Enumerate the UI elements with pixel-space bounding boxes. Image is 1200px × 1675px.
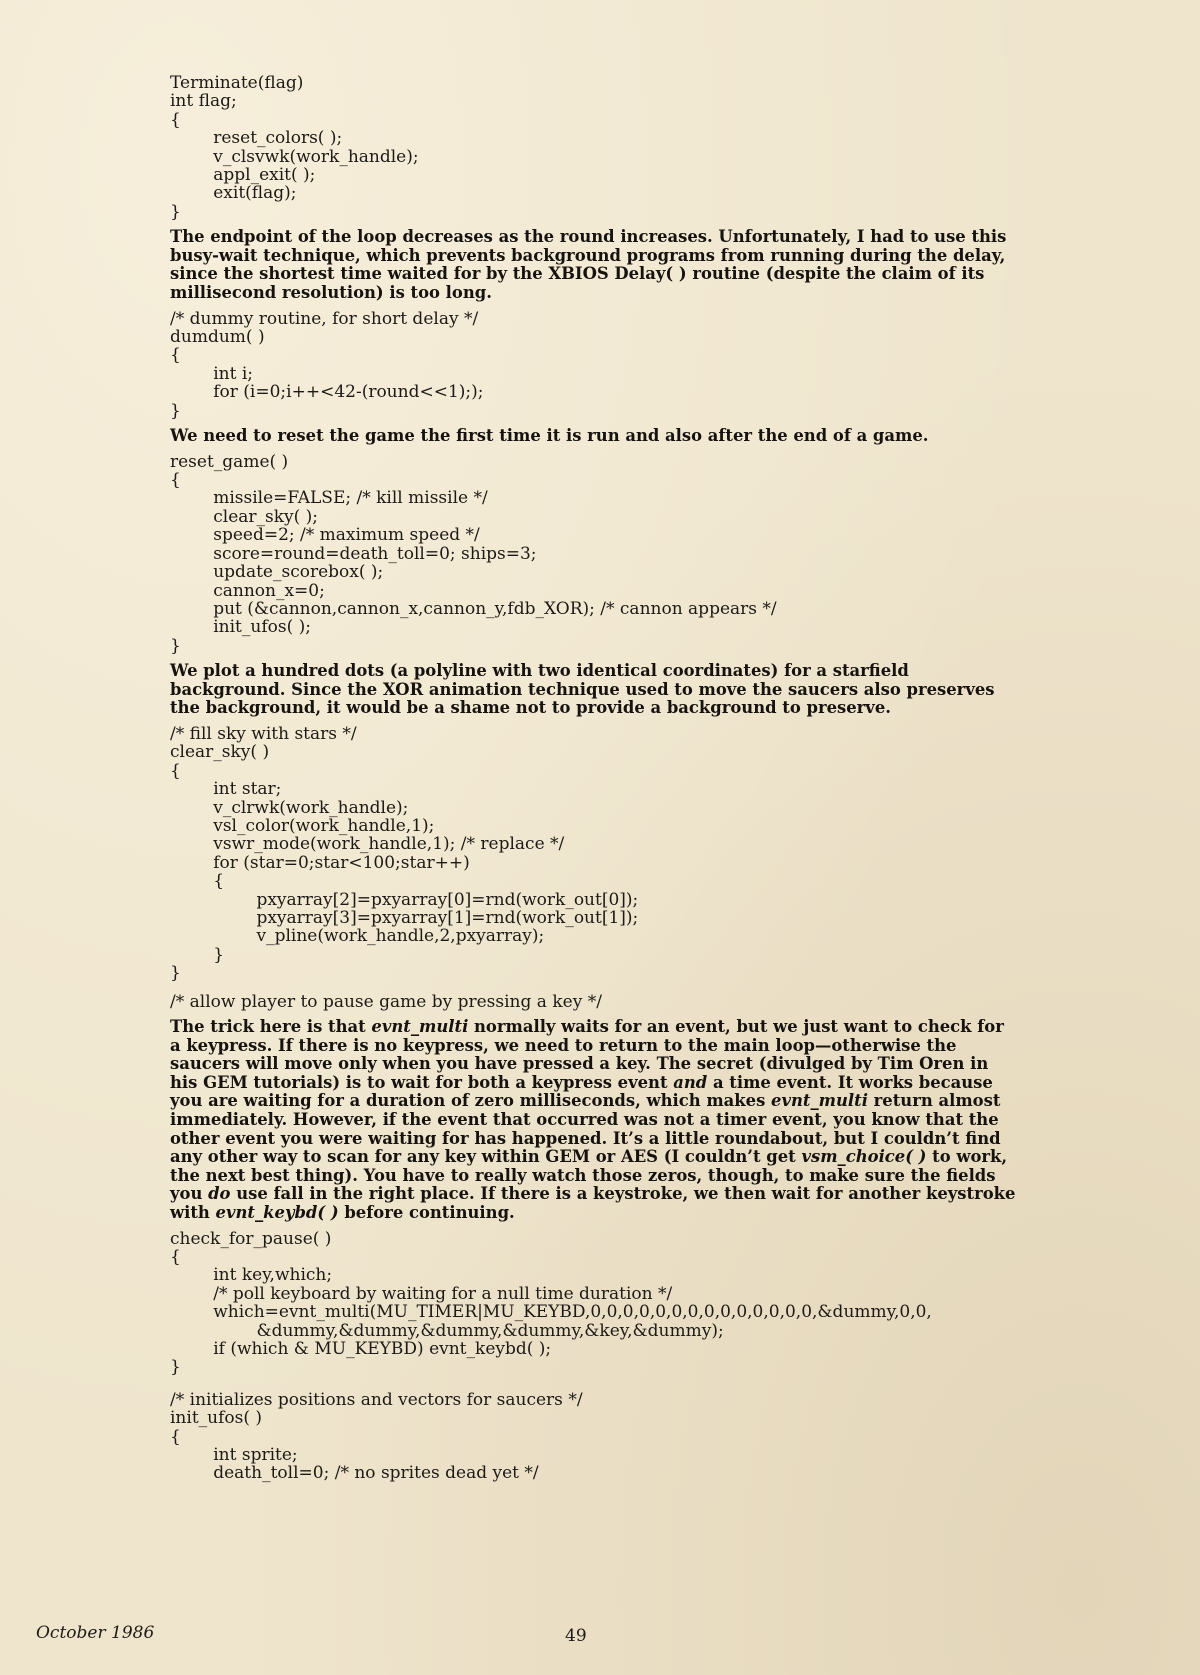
paragraph-reset-game: We need to reset the game the first time it is run and also after the end of a game.	[170, 426, 929, 446]
text-run: normally waits for an event, but we just want to check for a keypress. If there is no keypress, we need to return to the main loop—otherwise the saucers will move only when you have pressed a key. The secret (divulged by Tim Oren in his GEM tutorials) is to wait for both a keypress event	[170, 1017, 1004, 1092]
code-block-terminate: Terminate(flag) int flag; { reset_colors( ); v_clsvwk(work_handle); appl_exit( ); exit(flag); }	[170, 73, 419, 222]
paragraph-starfield: We plot a hundred dots (a polyline with two identical coordinates) for a starfield background. Since the XOR animation technique used to move the saucers also preserves the background, it would be a shame not to provide a background to preserve.	[170, 661, 995, 718]
italic-term: evnt_keybd( )	[215, 1202, 339, 1222]
code-block-reset-game: reset_game( ) { missile=FALSE; /* kill missile */ clear_sky( ); speed=2; /* maximum speed */ score=round=death_toll=0; ships=3; update_scorebox( ); cannon_x=0; put (&cannon,cannon_x,cannon_y,fdb_XOR); /* cannon appears */ init_ufos( ); }	[170, 451, 777, 656]
italic-term: evnt_multi	[371, 1017, 469, 1036]
code-block-init-ufos: /* initializes positions and vectors for saucers */ init_ufos( ) { int sprite; death_toll=0; /* no sprites dead yet */	[170, 1389, 583, 1484]
text-run: before continuing.	[338, 1202, 515, 1222]
code-block-clear-sky: /* fill sky with stars */ clear_sky( ) { int star; v_clrwk(work_handle); vsl_color(work_handle,1); vswr_mode(work_handle,1); /* replace */ for (star=0;star<100;star++) { pxyarray[2]=pxyarray[0]=rnd(work_out[0]); pxyarray[3]=pxyarray[1]=rnd(work_out[1]); v_pline(work_handle,2,pxyarray); } }	[170, 723, 639, 984]
paragraph-busy-wait: The endpoint of the loop decreases as the round increases. Unfortunately, I had to use this busy-wait technique, which prevents background programs from running during the delay, since the shortest time waited for by the XBIOS Delay( ) routine (despite the claim of its millisecond resolution) is too long.	[170, 227, 1007, 303]
italic-term: evnt_multi	[771, 1091, 868, 1111]
text-run: The trick here is that	[170, 1017, 372, 1036]
paragraph-evnt-multi	[170, 1018, 1020, 1223]
text-run: to work, the next best thing). You have to really watch those zeros, though, to make sure the fields you	[170, 1147, 1008, 1204]
page-number: 49	[565, 1626, 587, 1646]
text-run: return almost immediately. However, if the event that occurred was not a timer event, you know that the other event you were waiting for has happened. It’s a little roundabout, but I couldn’t find any other way to scan for any key within GEM or AES (I couldn’t get	[170, 1091, 1001, 1167]
italic-term: vsm_choice( )	[801, 1147, 927, 1167]
text-run: use fall in the right place. If there is a keystroke, we then wait for another keystroke with	[170, 1184, 1016, 1222]
footer-date: October 1986	[36, 1623, 155, 1643]
code-comment-pause: /* allow player to pause game by pressing a key */	[170, 991, 602, 1012]
italic-term: and	[673, 1072, 708, 1092]
code-block-dumdum: /* dummy routine, for short delay */ dumdum( ) { int i; for (i=0;i++<42-(round<<1);); }	[170, 308, 484, 421]
italic-term: do	[208, 1184, 231, 1204]
code-block-check-for-pause: check_for_pause( ) { int key,which; /* poll keyboard by waiting for a null time duration */ which=evnt_multi(MU_TIMER|MU_KEYBD,0,0,0,0,0,0,0,0,0,0,0,0,0,0,&dummy,0,0, &dummy,&dummy,&dummy,&dummy,&key,&dummy); if (which & MU_KEYBD) evnt_keybd( ); }	[170, 1228, 932, 1378]
text-run: a time event. It works because you are waiting for a duration of zero milliseconds, which makes	[170, 1072, 993, 1111]
article-body	[170, 74, 1020, 1483]
